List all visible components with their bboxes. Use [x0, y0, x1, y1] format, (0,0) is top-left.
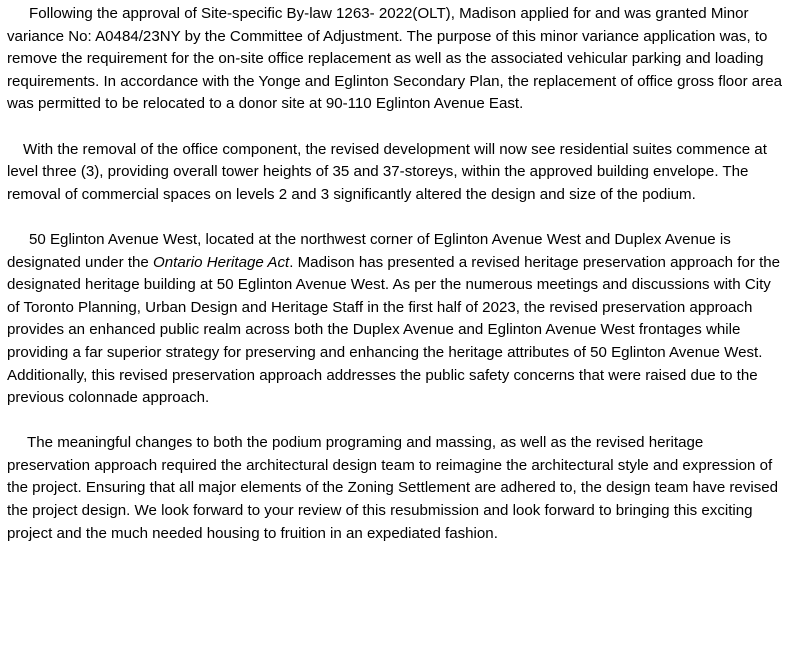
paragraph-heritage-preservation [7, 229, 787, 410]
document-body [7, 3, 787, 545]
paragraph-approval-variance: Following the approval of Site-specific By-law 1263- 2022(OLT), Madison applied for and was granted Minor variance No: A0484/23NY by the Committee of Adjustment. The purpose of this minor variance application was, to remove the requirement for the on-site office replacement as well as the associated vehicular parking and loading requirements. In accordance with the Yonge and Eglinton Secondary Plan, the replacement of office gross floor area was permitted to be relocated to a donor site at 90-110 Eglinton Avenue East. [7, 5, 783, 113]
heritage-act-title: Ontario Heritage Act [153, 253, 290, 271]
paragraph-design-changes: The meaningful changes to both the podium programing and massing, as well as the revised heritage preservation approach required the architectural design team to reimagine the architectural style and expression of the project. Ensuring that all major elements of the Zoning Settlement are adhered to, the design team have revised the project design. We look forward to your review of this resubmission and look forward to bringing this exciting project and the much needed housing to fruition in an expediated fashion. [7, 434, 779, 542]
heritage-text-before: 50 Eglinton Avenue West, located at the northwest corner of Eglinton Avenue West and Duplex Avenue is designated under the [7, 230, 731, 271]
paragraph-office-removal: With the removal of the office component, the revised development will now see residential suites commence at level three (3), providing overall tower heights of 35 and 37-storeys, within the approved building envelope. The removal of commercial spaces on levels 2 and 3 significantly altered the design and size of the podium. [7, 140, 767, 203]
heritage-text-after: . Madison has presented a revised heritage preservation approach for the designated heritage building at 50 Eglinton Avenue West. As per the numerous meetings and discussions with City of Toronto Planning, Urban Design and Heritage Staff in the first half of 2023, the revised preservation approach provides an enhanced public realm across both the Duplex Avenue and Eglinton Avenue West frontages while providing a far superior strategy for preserving and enhancing the heritage attributes of 50 Eglinton Avenue West. Additionally, this revised preservation approach addresses the public safety concerns that were raised due to the previous colonnade approach. [7, 253, 781, 407]
